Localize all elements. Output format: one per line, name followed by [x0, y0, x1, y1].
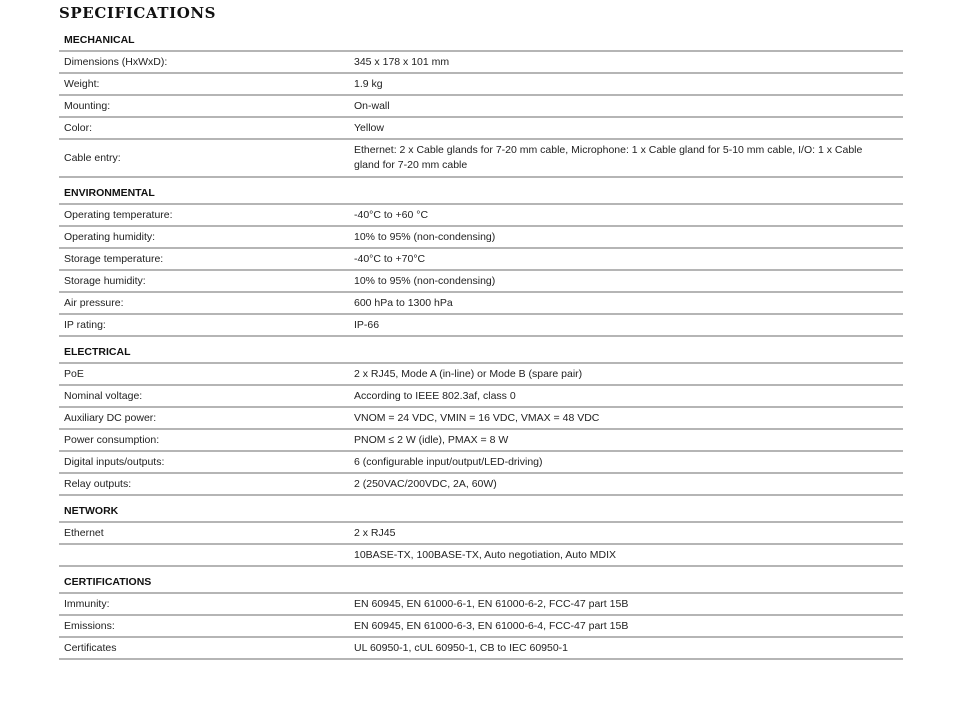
- row-value: 345 x 178 x 101 mm: [354, 55, 450, 68]
- row-label: Power consumption:: [64, 434, 160, 446]
- row-value: On-wall: [354, 99, 390, 112]
- table-row: [59, 293, 903, 315]
- section-header-mechanical: MECHANICAL: [59, 30, 903, 52]
- row-value: 2 x RJ45, Mode A (in-line) or Mode B (spare pair): [354, 367, 583, 380]
- row-value: 10% to 95% (non-condensing): [354, 230, 496, 243]
- row-value: 600 hPa to 1300 hPa: [354, 296, 453, 309]
- row-label: Auxiliary DC power:: [64, 412, 157, 424]
- table-row: [59, 408, 903, 430]
- page-title: SPECIFICATIONS: [59, 4, 217, 22]
- row-label: Storage temperature:: [64, 253, 164, 265]
- table-row: [59, 74, 903, 96]
- row-label: Emissions:: [64, 620, 115, 632]
- row-value: IP-66: [354, 318, 380, 331]
- row-label: Air pressure:: [64, 297, 124, 309]
- table-row: [59, 52, 903, 74]
- row-label: PoE: [64, 368, 84, 380]
- row-label: IP rating:: [64, 319, 106, 331]
- row-value: 1.9 kg: [354, 77, 383, 90]
- row-value: UL 60950-1, cUL 60950-1, CB to IEC 60950-1: [354, 641, 569, 654]
- section-header-environmental: ENVIRONMENTAL: [59, 183, 903, 205]
- table-row: [59, 594, 903, 616]
- section-header-certifications: CERTIFICATIONS: [59, 572, 903, 594]
- row-label: Certificates: [64, 642, 117, 654]
- section-header-network: NETWORK: [59, 501, 903, 523]
- row-label: Color:: [64, 122, 93, 134]
- row-value: EN 60945, EN 61000-6-3, EN 61000-6-4, FCC-47 part 15B: [354, 619, 629, 632]
- row-value: -40°C to +70°C: [354, 252, 426, 265]
- row-value: EN 60945, EN 61000-6-1, EN 61000-6-2, FCC-47 part 15B: [354, 597, 629, 610]
- row-label: Relay outputs:: [64, 478, 132, 490]
- table-row: [59, 271, 903, 293]
- table-row: [59, 523, 903, 545]
- table-row: [59, 386, 903, 408]
- table-row: [59, 430, 903, 452]
- row-value: Ethernet: 2 x Cable glands for 7-20 mm cable, Microphone: 1 x Cable gland for 5-10 mm cable, I/O: 1 x Cable gland for 7-20 mm cable: [354, 144, 863, 171]
- row-value: According to IEEE 802.3af, class 0: [354, 389, 516, 402]
- row-label: Weight:: [64, 78, 100, 90]
- row-value: Yellow: [354, 121, 384, 134]
- row-value: VNOM = 24 VDC, VMIN = 16 VDC, VMAX = 48 VDC: [354, 411, 600, 424]
- row-label: Nominal voltage:: [64, 390, 143, 402]
- row-label: Dimensions (HxWxD):: [64, 56, 168, 68]
- row-label: Mounting:: [64, 100, 111, 112]
- table-row: [59, 227, 903, 249]
- table-row: [59, 474, 903, 496]
- row-label: Immunity:: [64, 598, 110, 610]
- row-value: 2 (250VAC/200VDC, 2A, 60W): [354, 477, 497, 490]
- table-row: [59, 315, 903, 337]
- table-row: [59, 452, 903, 474]
- spec-table: [59, 30, 903, 660]
- row-value: PNOM ≤ 2 W (idle), PMAX = 8 W: [354, 433, 509, 446]
- table-row: [59, 364, 903, 386]
- table-row: [59, 638, 903, 660]
- table-row: [59, 96, 903, 118]
- row-label: Cable entry:: [64, 152, 121, 164]
- row-value: -40°C to +60 °C: [354, 208, 429, 221]
- row-label: Ethernet: [64, 527, 104, 539]
- table-row: [59, 140, 903, 178]
- table-row: [59, 616, 903, 638]
- row-label: Digital inputs/outputs:: [64, 456, 165, 468]
- table-row: [59, 249, 903, 271]
- row-value: 10% to 95% (non-condensing): [354, 274, 496, 287]
- table-row: [59, 118, 903, 140]
- row-label: Operating temperature:: [64, 209, 173, 221]
- row-label: Storage humidity:: [64, 275, 146, 287]
- row-value: 2 x RJ45: [354, 526, 396, 539]
- row-label: Operating humidity:: [64, 231, 156, 243]
- table-row: [59, 545, 903, 567]
- row-value: 6 (configurable input/output/LED-driving): [354, 455, 543, 468]
- section-header-electrical: ELECTRICAL: [59, 342, 903, 364]
- row-value: 10BASE-TX, 100BASE-TX, Auto negotiation, Auto MDIX: [354, 548, 617, 561]
- table-row: [59, 205, 903, 227]
